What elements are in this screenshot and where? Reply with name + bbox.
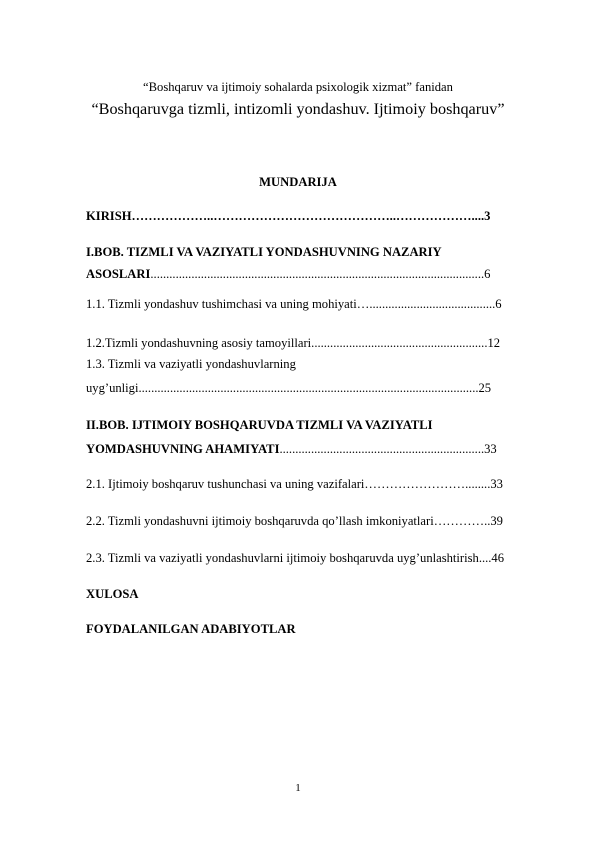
toc-entry-bob1-line1: I.BOB. TIZMLI VA VAZIYATLI YONDASHUVNING NAZARIY	[86, 245, 442, 259]
toc-entry-bob2-leader: .................................................................33	[279, 442, 497, 456]
course-subtitle: “Boshqaruv va ijtimoiy sohalarda psixologik xizmat” fanidan	[143, 80, 453, 94]
page-number: 1	[295, 782, 301, 794]
toc-heading: MUNDARIJA	[259, 175, 337, 189]
toc-entry-2-3: 2.3. Tizmli va vaziyatli yondashuvlarni ijtimoiy boshqaruvda uyg’unlashtirish....46	[86, 551, 505, 565]
toc-entry-bob2-line2	[86, 440, 497, 458]
document-title: “Boshqaruvga tizmli, intizomli yondashuv. Ijtimoiy boshqaruv”	[91, 100, 505, 118]
toc-entry-bob1-leader: ..........................................................................................................6	[150, 267, 491, 281]
toc-entry-1-1: 1.1. Tizmli yondashuv tushimchasi va uning mohiyati…........................................6	[86, 297, 502, 311]
toc-entry-bob1-line2	[86, 265, 490, 283]
toc-entry-bob2-title: YOMDASHUVNING AHAMIYATI	[86, 442, 280, 456]
toc-entry-1-3-line1: 1.3. Tizmli va vaziyatli yondashuvlarning	[86, 357, 296, 371]
toc-entry-1-3-line2: uyg’unligi............................................................................................................25	[86, 381, 492, 395]
toc-entry-2-1: 2.1. Ijtimoiy boshqaruv tushunchasi va uning vazifalari……………………........33	[86, 477, 503, 491]
toc-entry-2-2: 2.2. Tizmli yondashuvni ijtimoiy boshqaruvda qo’llash imkoniyatlari…………..39	[86, 514, 503, 528]
toc-entry-1-2: 1.2.Tizmli yondashuvning asosiy tamoyillari........................................................12	[86, 336, 501, 350]
toc-entry-xulosa: XULOSA	[86, 587, 139, 601]
toc-entry-bob2-line1: II.BOB. IJTIMOIY BOSHQARUVDA TIZMLI VA VAZIYATLI	[86, 418, 433, 432]
toc-entry-kirish: KIRISH………………..……………………………………..………………....3	[86, 209, 491, 223]
toc-entry-adabiyotlar: FOYDALANILGAN ADABIYOTLAR	[86, 622, 296, 636]
toc-entry-bob1-title: ASOSLARI	[86, 267, 151, 281]
